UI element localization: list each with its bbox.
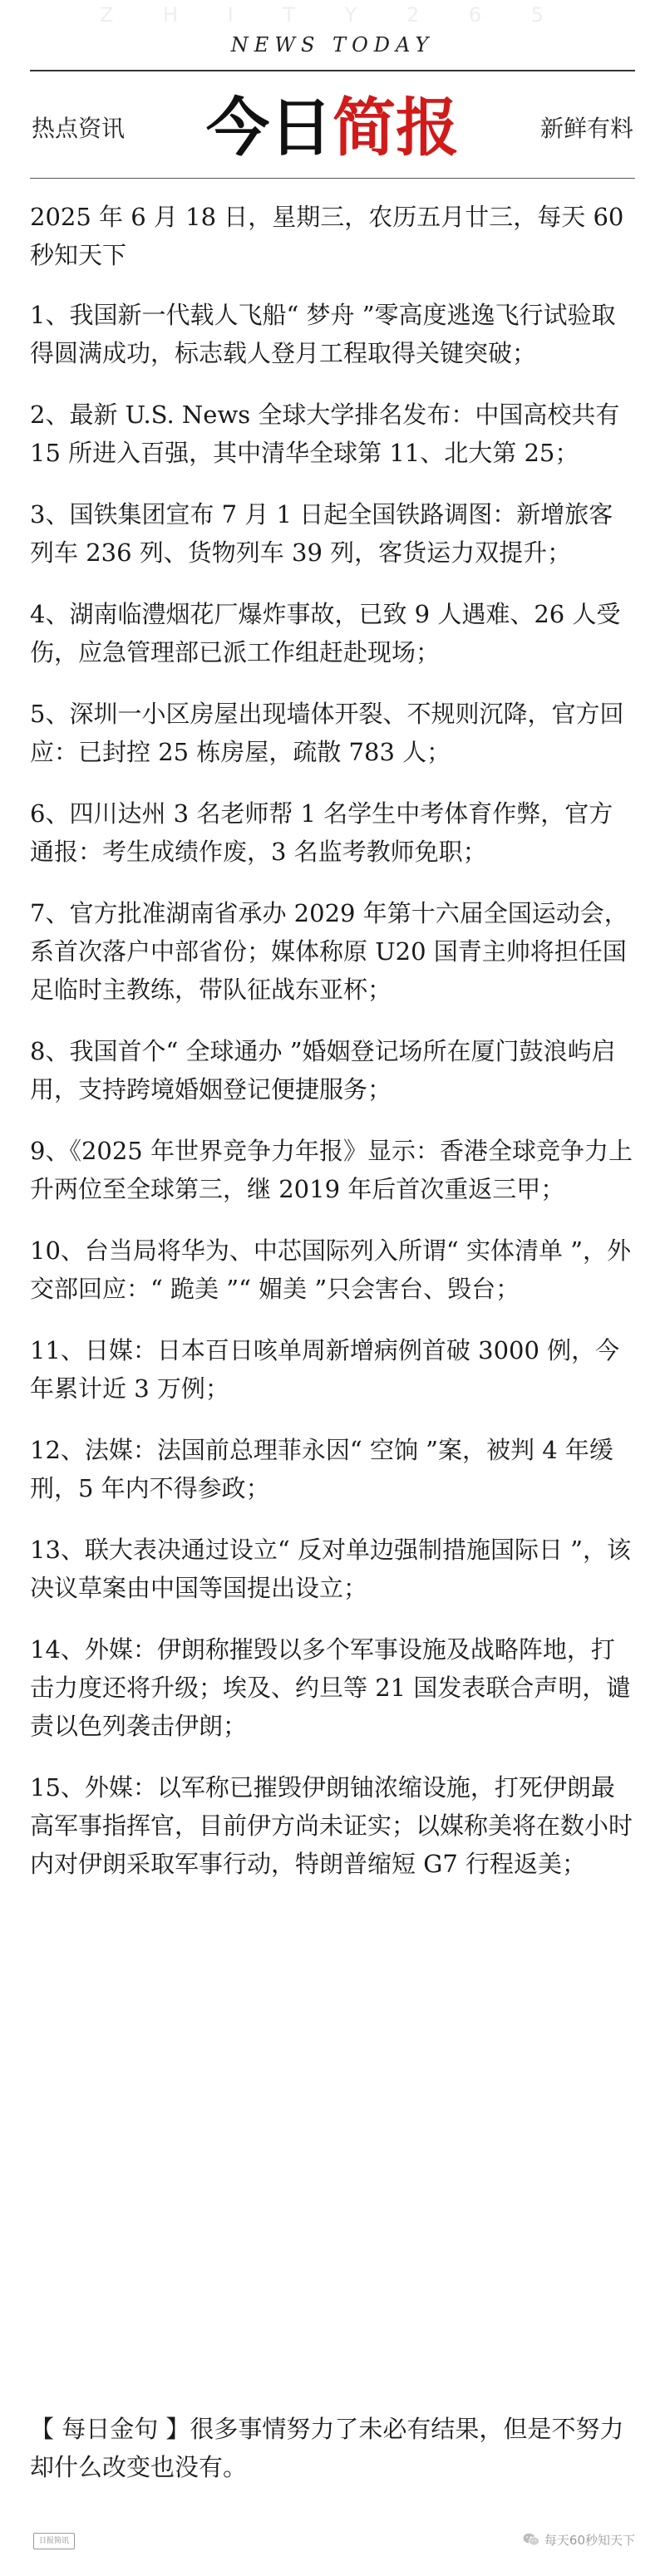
news-item-4: 4、湖南临澧烟花厂爆炸事故，已致 9 人遇难、26 人受伤，应急管理部已派工作组赶赴现场； — [30, 600, 621, 666]
news-item-14: 14、外媒：伊朗称摧毁以多个军事设施及战略阵地，打击力度还将升级；埃及、约旦等 21 国发表联合声明，谴责以色列袭击伊朗； — [30, 1635, 631, 1740]
news-item-9: 9、《2025 年世界竞争力年报》显示：香港全球竞争力上升两位至全球第三，继 2019 年后首次重返三甲； — [30, 1137, 633, 1203]
news-list — [30, 198, 635, 1906]
date-line: 2025 年 6 月 18 日，星期三，农历五月廿三，每天 60 秒知天下 — [30, 203, 624, 269]
news-item-13: 13、联大表决通过设立“ 反对单边强制措施国际日 ”，该决议草案由中国等国提出设立； — [30, 1536, 631, 1602]
header-right-label: 新鲜有料 — [539, 115, 633, 142]
news-item-3: 3、国铁集团宣布 7 月 1 日起全国铁路调图：新增旅客列车 236 列、货物列车 39 列，客货运力双提升； — [30, 500, 613, 567]
header-left-label: 热点资讯 — [32, 115, 126, 142]
header-bottom-rule — [30, 178, 635, 179]
masthead-header — [0, 0, 665, 183]
news-item-12: 12、法媒：法国前总理菲永因“ 空饷 ”案，被判 4 年缓刑，5 年内不得参政； — [30, 1436, 613, 1502]
news-item-11: 11、日媒：日本百日咳单周新增病例首破 3000 例，今年累计近 3 万例； — [30, 1336, 620, 1403]
wechat-icon — [523, 2533, 539, 2549]
news-item-8: 8、我国首个“ 全球通办 ”婚姻登记场所在厦门鼓浪屿启用，支持跨境婚姻登记便捷服务； — [30, 1037, 616, 1104]
footer — [0, 2528, 665, 2561]
news-item-2: 2、最新 U.S. News 全球大学排名发布：中国高校共有 15 所进入百强，其中清华全球第 11、北大第 25； — [30, 401, 620, 467]
footer-badge: 日报简讯 — [33, 2533, 75, 2549]
news-item-7: 7、官方批准湖南省承办 2029 年第十六届全国运动会，系首次落户中部省份；媒体称原 U20 国青主帅将担任国足临时主教练，带队征战东亚杯； — [30, 899, 628, 1004]
footer-source-text: 每天60秒知天下 — [544, 2533, 635, 2548]
news-item-10: 10、台当局将华为、中芯国际列入所谓“ 实体清单 ”，外交部回应：“ 跪美 ”“ 媚美 ”只会害台、毁台； — [30, 1236, 631, 1303]
golden-quote: 【 每日金句 】很多事情努力了未必有结果，但是不努力却什么改变也没有。 — [30, 2415, 624, 2481]
faint-code-text: Z H I T Y 2 6 5 — [99, 3, 566, 27]
footer-source[interactable] — [523, 2531, 635, 2549]
news-item-6: 6、四川达州 3 名老师帮 1 名学生中考体育作弊，官方通报：考生成绩作废，3 名监考教师免职； — [30, 799, 613, 866]
news-item-1: 1、我国新一代载人飞船“ 梦舟 ”零高度逃逸飞行试验取得圆满成功，标志载人登月工程取得关键突破； — [30, 301, 616, 367]
title-part-2: 简报 — [332, 91, 459, 165]
header-top-rule — [30, 70, 635, 71]
news-item-5: 5、深圳一小区房屋出现墙体开裂、不规则沉降，官方回应：已封控 25 栋房屋，疏散 783 人； — [30, 700, 624, 766]
news-today-label: NEWS TODAY — [230, 33, 435, 57]
news-item-15: 15、外媒：以军称已摧毁伊朗铀浓缩设施，打死伊朗最高军事指挥官，目前伊方尚未证实；以媒称美将在数小时内对伊朗采取军事行动，特朗普缩短 G7 行程返美； — [30, 1773, 633, 1878]
title-part-1: 今日 — [206, 91, 332, 165]
